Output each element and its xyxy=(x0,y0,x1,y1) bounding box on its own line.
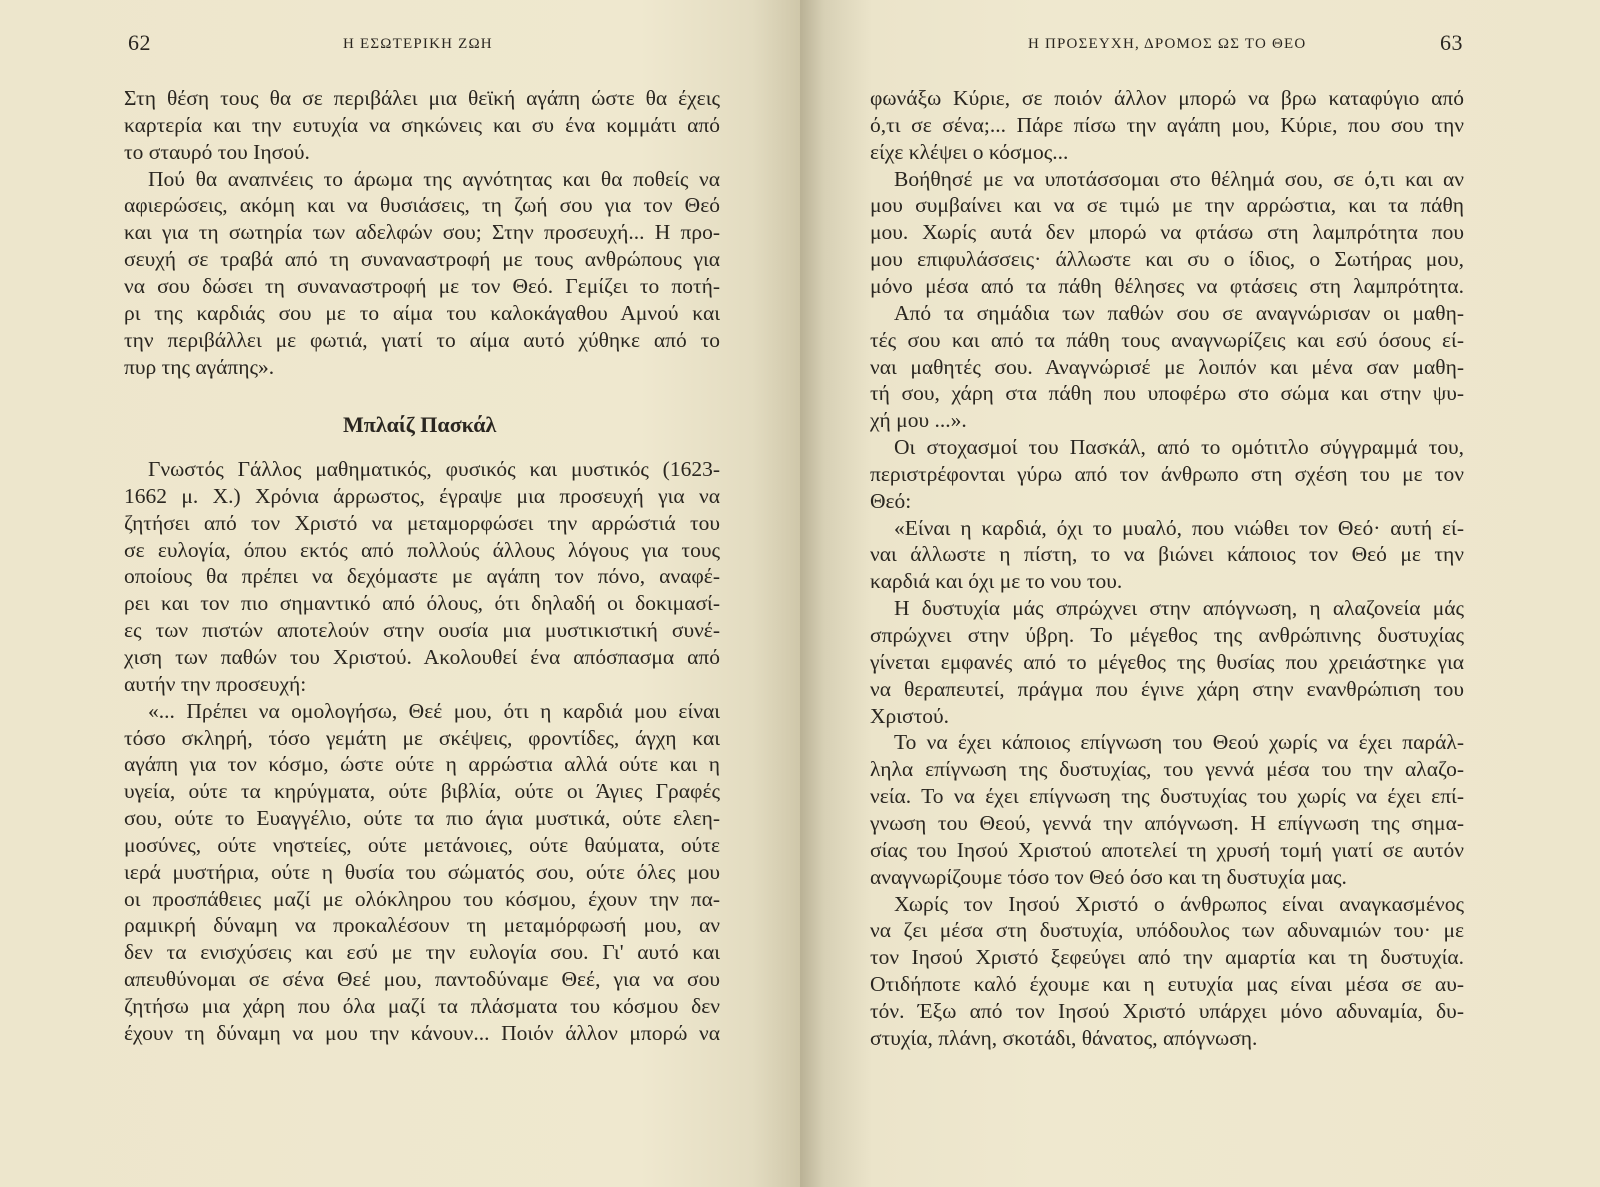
text-line: τόσο σκληρή, τόσο γεμάτη με σκέψεις, φροντίδες, άγχη και xyxy=(124,725,720,750)
text-line: αναγνωρίζουμε τόσο τον Θεό όσο και τη δυστυχία μας. xyxy=(870,864,1347,889)
text-line: μου. Χωρίς αυτά δεν μπορώ να φτάσω στη λαμπρότητα που xyxy=(870,220,1464,245)
text-line: σε ευλογία, όπου εκτός από πολλούς άλλους λόγους για τους xyxy=(124,537,720,562)
section-heading: Μπλαίζ Πασκάλ xyxy=(343,412,497,437)
text-line: να θεραπευτεί, πράγμα που έγινε χάρη στην ενανθρώπιση του xyxy=(870,676,1464,701)
text-line: τές σου και από τα πάθη τους αναγνωρίζεις και εσύ όσους εί- xyxy=(870,327,1464,352)
text-line: ιερά μυστήρια, ούτε η θυσία του σώματός σου, ούτε όλες μου xyxy=(124,859,720,884)
left-running-head: Η ΕΣΩΤΕΡΙΚΗ ΖΩΗ xyxy=(343,36,493,52)
text-line: Γνωστός Γάλλος μαθηματικός, φυσικός και μυστικός (1623- xyxy=(148,457,720,481)
text-line: Από τα σημάδια των παθών σου σε αναγνώρισαν οι μαθη- xyxy=(894,300,1464,325)
text-line: ρει και τον πιο σημαντικό από όλους, ότι δηλαδή οι δοκιμασί- xyxy=(124,591,720,616)
text-line: μόνο μέσα από τα πάθη θέλησες να φτάσεις στη λαμπρότητα. xyxy=(870,273,1464,298)
right-page xyxy=(800,0,1600,1187)
text-line: Οι στοχασμοί του Πασκάλ, από το ομότιτλο σύγγραμμά του, xyxy=(894,435,1464,460)
text-line: καρδιά και όχι με το νου του. xyxy=(870,569,1123,594)
text-line: χή μου ...». xyxy=(870,408,967,433)
text-line: Στη θέση τους θα σε περιβάλει μια θεϊκή αγάπη ώστε θα έχεις xyxy=(124,86,720,110)
text-line: 1662 μ. Χ.) Χρόνια άρρωστος, έγραψε μια προσευχή για να xyxy=(124,483,720,508)
text-line: στυχία, πλάνη, σκοτάδι, θάνατος, απόγνωση. xyxy=(870,1025,1258,1050)
text-line: τόν. Έξω από τον Ιησού Χριστό υπάρχει μόνο αδυναμία, δυ- xyxy=(870,998,1464,1023)
text-line: ληλα επίγνωση της δυστυχίας, του γεννά μέσα του την αλαζο- xyxy=(870,757,1464,782)
text-line: ζητήσει από τον Χριστό να μεταμορφώσει την αρρώστιά του xyxy=(124,510,720,535)
text-line: οι προσπάθειες μαζί με ολόκληρου του κόσμου, έχουν την πα- xyxy=(124,886,720,911)
text-line: δεν τα ενισχύσεις και εσύ με την ευλογία σου. Γι' αυτό και xyxy=(124,940,720,965)
text-line: την περιβάλλει με φωτιά, γιατί το αίμα αυτό χύθηκε από το xyxy=(124,327,720,352)
text-line: ραμικρή δύναμη να προκαλέσουν τη μεταμόρφωσή μου, αν xyxy=(124,913,720,938)
text-line: τή σου, χάρη στα πάθη που υποφέρω στο σώμα και στην ψυ- xyxy=(870,381,1464,406)
text-line: γνωση του Θεού, γεννά την απόγνωση. Η επίγνωση της σημα- xyxy=(870,810,1464,835)
text-line: ες των πιστών αποτελούν στην ουσία μια μυστικιστική συνέ- xyxy=(124,618,720,643)
text-line: το σταυρό του Ιησού. xyxy=(124,139,310,164)
text-line: οποίους θα πρέπει να δεχόμαστε με αγάπη τον πόνο, αναφέ- xyxy=(124,564,720,589)
text-line: και για τη σωτηρία των αδελφών σου; Στην προσευχή... Η προ- xyxy=(124,220,720,245)
text-line: έχουν τη δύναμη να μου την κάνουν... Ποιόν άλλον μπορώ να xyxy=(124,1020,720,1045)
text-line: Θεό: xyxy=(870,488,912,513)
right-running-head: Η ΠΡΟΣΕΥΧΗ, ΔΡΟΜΟΣ ΩΣ ΤΟ ΘΕΟ xyxy=(1028,36,1307,52)
text-line: να σου δώσει τη συναναστροφή με τον Θεό. Γεμίζει το ποτή- xyxy=(124,273,720,298)
text-line: περιστρέφονται γύρω από τον άνθρωπο στη σχέση του με τον xyxy=(870,461,1464,486)
text-line: Το να έχει κάποιος επίγνωση του Θεού χωρίς να έχει παράλ- xyxy=(894,730,1464,755)
text-line: Χωρίς τον Ιησού Χριστό ο άνθρωπος είναι αναγκασμένος xyxy=(894,891,1464,916)
text-line: Βοήθησέ με να υποτάσσομαι στο θέλημά σου, σε ό,τι και αν xyxy=(894,166,1464,191)
text-line: φωνάξω Κύριε, σε ποιόν άλλον μπορώ να βρω καταφύγιο από xyxy=(870,86,1464,110)
text-line: ναι άλλωστε η πίστη, το να βιώνει κάποιος τον Θεό με την xyxy=(870,542,1464,567)
text-line: Χριστού. xyxy=(870,703,950,728)
text-line: να ζει μέσα στη δυστυχία, υπόδουλος των αδυναμιών του· με xyxy=(870,918,1464,943)
text-line: «Είναι η καρδιά, όχι το μυαλό, που νιώθει τον Θεό· αυτή εί- xyxy=(894,515,1464,540)
text-line: Οτιδήποτε καλό έχουμε και η ευτυχία μας είναι μέσα σε αυ- xyxy=(870,972,1464,997)
right-page-number: 63 xyxy=(1440,30,1463,55)
text-line: Η δυστυχία μάς σπρώχνει στην απόγνωση, η αλαζονεία μάς xyxy=(894,596,1464,621)
text-line: χιση των παθών του Χριστού. Ακολουθεί ένα απόσπασμα από xyxy=(124,644,720,669)
text-line: νεία. Το να έχει επίγνωση της δυστυχίας του χωρίς να έχει επί- xyxy=(870,784,1464,809)
text-line: υγεία, ούτε τα κηρύγματα, ούτε βιβλία, ούτε οι Άγιες Γραφές xyxy=(124,779,720,804)
left-page-number: 62 xyxy=(128,30,151,55)
text-line: σπρώχνει στην ύβρη. Το μέγεθος της ανθρώπινης δυστυχίας xyxy=(870,623,1464,647)
text-line: αγάπη για τον κόσμο, ώστε ούτε η αρρώστια αλλά ούτε και η xyxy=(124,752,720,777)
text-line: σου, ούτε το Ευαγγέλιο, ούτε τα πιο άγια μυστικά, ούτε ελεη- xyxy=(124,806,720,831)
text-line: ζητήσω μια χάρη που όλα μαζί τα πλάσματα του κόσμου δεν xyxy=(124,994,720,1018)
text-line: «... Πρέπει να ομολογήσω, Θεέ μου, ότι η καρδιά μου είναι xyxy=(148,698,720,723)
text-line: τον Ιησού Χριστό ξεφεύγει από την αμαρτία και τη δυστυχία. xyxy=(870,945,1464,970)
text-line: καρτερία και την ευτυχία να σηκώνεις και συ ένα κομμάτι από xyxy=(124,112,720,137)
text-line: ό,τι σε σένα;... Πάρε πίσω την αγάπη μου, Κύριε, που σου την xyxy=(870,112,1464,137)
text-line: γίνεται εμφανές από το μέγεθος της θυσίας που χρειάστηκε για xyxy=(870,649,1464,674)
text-line: αφιερώσεις, ακόμη και να θυσιάσεις, τη ζωή σου για τον Θεό xyxy=(124,193,720,218)
text-line: ρι της καρδιάς σου με το αίμα του καλοκάγαθου Αμνού και xyxy=(124,300,720,325)
text-line: μοσύνες, ούτε νηστείες, ούτε μετάνοιες, ούτε θαύματα, ούτε xyxy=(124,832,720,857)
text-line: πυρ της αγάπης». xyxy=(124,354,275,379)
text-line: μου συμβαίνει και να σε τιμώ με την αρρώστια, και τα πάθη xyxy=(870,193,1464,218)
text-line: Πού θα αναπνέεις το άρωμα της αγνότητας και θα ποθείς να xyxy=(148,166,720,191)
text-line: απευθύνομαι σε σένα Θεέ μου, παντοδύναμε Θεέ, για να σου xyxy=(124,967,720,992)
text-line: είχε κλέψει ο κόσμος... xyxy=(870,139,1069,164)
text-line: ναι μαθητές σου. Αναγνώρισέ με λοιπόν και μένα σαν μαθη- xyxy=(870,354,1464,379)
text-line: σίας του Ιησού Χριστού αποτελεί τη χρυσή τομή γιατί σε αυτόν xyxy=(870,837,1464,862)
text-line: αυτήν την προσευχή: xyxy=(124,671,307,696)
text-line: σευχή σε τραβά από τη συναναστροφή με τους ανθρώπους για xyxy=(124,247,720,272)
text-line: μου επιφυλάσσεις· άλλωστε και συ ο ίδιος, ο Σωτήρας μου, xyxy=(870,247,1464,272)
